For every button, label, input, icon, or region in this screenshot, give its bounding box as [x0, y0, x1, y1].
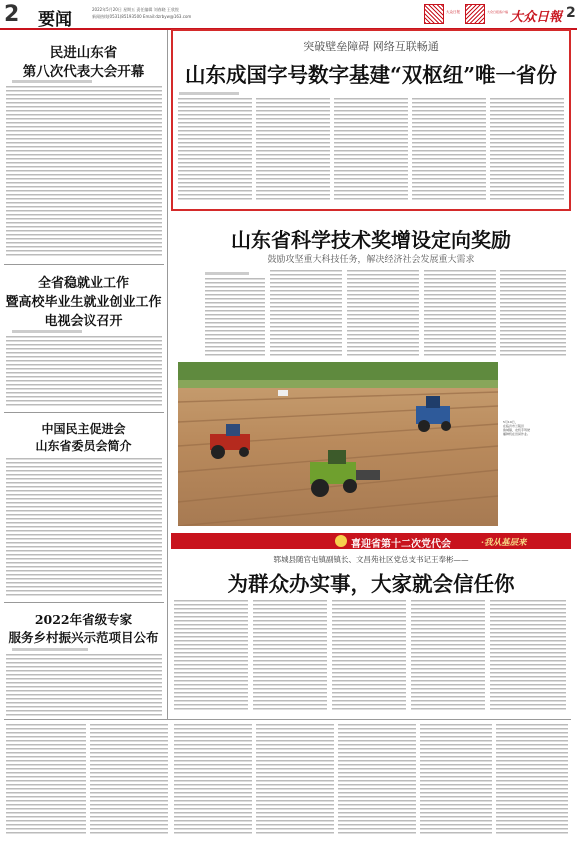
- bottom-body-col1: [6, 724, 86, 836]
- party-emblem-icon: [335, 535, 347, 547]
- bottom-body-col6: [420, 724, 492, 836]
- left-headline-2b: 暨高校毕业生就业创业工作: [5, 295, 162, 310]
- bottom-body-col2: [90, 724, 168, 836]
- column-divider: [167, 30, 168, 720]
- photo-caption: [503, 420, 567, 460]
- bottom-body-col3: [174, 724, 252, 836]
- left-body-4: [6, 654, 162, 716]
- qr-code-left: [424, 4, 444, 24]
- left-body-3: [6, 458, 162, 598]
- left-headline-1b: 第八次代表大会开幕: [22, 64, 145, 80]
- person-portrait: [500, 525, 530, 533]
- left-body-1: [6, 86, 162, 258]
- party-congress-banner: [171, 533, 571, 549]
- logo-page-number: 2: [566, 5, 576, 21]
- story2-subhead: 鼓励攻坚重大科技任务，解决经济社会发展重大需求: [267, 255, 475, 265]
- tractor-1: [210, 424, 250, 459]
- story2-body-col5: [500, 270, 566, 356]
- top-story-body-col3: [334, 98, 408, 202]
- story2-body-col1: [205, 278, 265, 356]
- story2-body-col3: [347, 270, 419, 356]
- top-story-headline: 山东成国字号数字基建“双枢纽”唯一省份: [184, 63, 558, 87]
- bottom-body-col5: [338, 724, 416, 836]
- left-headline-2c: 电视会议召开: [44, 314, 123, 329]
- qr-label-left: 大众日报: [446, 10, 460, 14]
- masthead-info-line2: 新闻热线(0531)85193500 Email:dzrbyw@163.com: [92, 14, 192, 19]
- qr-label-right: 大众日报客户端: [487, 10, 509, 14]
- left-divider-1: [4, 264, 164, 265]
- top-story-body-col1: [178, 98, 252, 202]
- left-headline-1: 民进山东省: [49, 45, 118, 61]
- bottom-divider: [4, 719, 571, 720]
- masthead-info-line1: 2022年5月20日 星期五 责任编辑 刘春晓 王欣悦: [92, 7, 179, 12]
- bottom-body-col7: [496, 724, 568, 836]
- qr-code-right: [465, 4, 485, 24]
- bottom-body-col4: [256, 724, 334, 836]
- left-headline-3: 中国民主促进会: [41, 422, 126, 436]
- tractor-3: [416, 396, 451, 432]
- left-body-2: [6, 336, 162, 408]
- left-divider-3: [4, 602, 164, 603]
- story3-body-col1: [174, 600, 248, 712]
- top-story-kicker: 突破壁垒障碍 网络互联畅通: [303, 40, 439, 53]
- top-story-body-col5: [490, 98, 564, 202]
- story3-body-col2: [253, 600, 327, 712]
- left-divider-2: [4, 412, 164, 413]
- top-story-body-col2: [256, 98, 330, 202]
- story2-body-col4: [424, 270, 496, 356]
- left-byline-2: [12, 330, 82, 333]
- story3-body-col3: [332, 600, 406, 712]
- top-story-body-col4: [412, 98, 486, 202]
- photo-caption-line-3: 鲁城镇，农机手驾驶: [503, 428, 531, 432]
- story2-byline: [205, 272, 249, 275]
- farm-photo: [178, 362, 498, 526]
- story3-body-col5: [490, 600, 566, 712]
- farm-photo-art: [178, 362, 498, 526]
- story2-headline: 山东省科学技术奖增设定向奖励: [231, 228, 511, 252]
- photo-caption-line-4: 播种机在田间作业。: [503, 432, 531, 436]
- masthead: [0, 0, 577, 30]
- newspaper-logo: 大众日報: [510, 10, 563, 25]
- left-headline-4: 2022年省级专家: [34, 612, 133, 627]
- story3-headline: 为群众办实事，大家就会信任你: [227, 572, 515, 596]
- left-headline-3b: 山东省委员会简介: [35, 439, 132, 453]
- left-headline-2: 全省稳就业工作: [37, 276, 129, 291]
- top-story-byline: [179, 92, 239, 95]
- story2-body-col2: [270, 270, 342, 356]
- banner-accent-text: ·我从基层来: [481, 538, 527, 548]
- left-byline-4: [12, 648, 88, 651]
- story3-body-col4: [411, 600, 485, 712]
- section-title: 要闻: [38, 10, 72, 30]
- page-number: 2: [4, 2, 20, 27]
- banner-main-text: 喜迎省第十二次党代会: [351, 539, 451, 550]
- photo-caption-line-1: 5月19日，: [503, 420, 518, 424]
- photo-caption-line-2: 在临沂市兰陵县: [503, 424, 525, 428]
- left-byline-1: [12, 80, 92, 83]
- left-headline-4b: 服务乡村振兴示范项目公布: [8, 630, 159, 645]
- story3-kicker: 郓城县随官屯镇副镇长、文昌苑社区党总支书记王奉彬——: [273, 555, 469, 564]
